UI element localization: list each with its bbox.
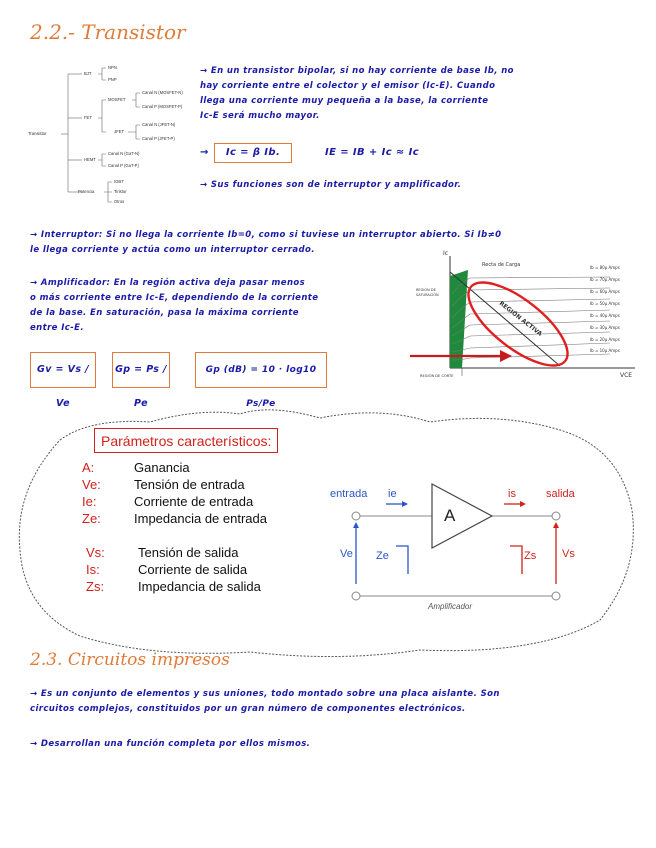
tree-hemt-p: Canal P (GaT-P)	[108, 163, 139, 168]
param-row-ze	[82, 510, 267, 527]
amplifier-a-label: A	[444, 506, 456, 525]
tree-otros: Otros	[114, 199, 125, 204]
formula-ie: IE = IB + Ic ≈ Ic	[325, 147, 420, 158]
note-amplificador	[30, 276, 390, 336]
tree-mos-n: Canal N (MOSFET-N)	[142, 90, 183, 95]
tree-bjt: BJT	[84, 71, 92, 76]
is-arrow-head	[520, 501, 526, 507]
red-arrow-head	[500, 350, 512, 362]
param-desc: Corriente de salida	[138, 562, 248, 577]
ie-arrow-head	[402, 501, 408, 507]
params-list-1	[82, 459, 267, 527]
active-region-ellipse	[456, 268, 580, 380]
tree-mosfet: MOSFET	[108, 97, 126, 102]
vs-arrow-head	[553, 522, 559, 528]
note-circuits-l1: → Es un conjunto de elementos y sus uniones, todo montado sobre una placa aislante. Son	[30, 689, 500, 699]
ve-label: Ve	[340, 548, 353, 560]
param-row-ve	[82, 476, 267, 493]
note-circuits-l2: circuitos complejos, constituidos por un gran número de componentes electrónicos.	[30, 704, 466, 714]
params-list-2	[86, 544, 261, 595]
curve-label-50: Ib = 50μ Amps	[590, 301, 620, 306]
param-desc: Tensión de entrada	[134, 477, 245, 492]
note-bipolar-l2: hay corriente entre el colector y el emisor (Ic-E). Cuando	[200, 81, 496, 91]
param-desc: Tensión de salida	[138, 545, 239, 560]
curve-label-10: Ib = 10μ Amps	[590, 348, 620, 353]
formula-ic-box: Ic = β Ib.	[214, 143, 292, 163]
tree-tiristor: Tiristor	[114, 189, 127, 194]
section-title-2-3: 2.3. Circuitos impresos	[30, 650, 230, 670]
note-amp-l3: de la base. En saturación, pasa la máxima corriente	[30, 308, 299, 318]
ib-curves	[452, 277, 610, 360]
note-interruptor-l1: → Interruptor: Si no llega la corriente Ib=0, como si tuviese un interruptor abierto. Si Ib≠0	[30, 230, 502, 240]
saturation-label: REGIÓN DE SATURACIÓN	[416, 288, 439, 297]
note-function: → Desarrollan una función completa por ellos mismos.	[30, 739, 311, 749]
param-sym: Zs:	[86, 579, 105, 594]
param-row-ie	[82, 493, 267, 510]
zs-bracket	[510, 546, 522, 574]
param-desc: Impedancia de salida	[138, 579, 261, 594]
curve-label-80: Ib = 80μ Amps	[590, 265, 620, 270]
tree-mos-p: Canal P (MOSFET-P)	[142, 104, 183, 109]
graph-y-label: Ic	[443, 250, 449, 257]
ze-label: Ze	[376, 550, 389, 562]
cut-region-label: REGIÓN DE CORTE	[420, 374, 454, 378]
param-row-a	[82, 459, 267, 476]
transistor-tree	[28, 62, 188, 204]
tree-jfet: JFET	[114, 129, 125, 134]
note-bipolar-l3: llega una corriente muy pequeña a la base, la corriente	[200, 96, 489, 106]
ze-bracket	[396, 546, 408, 574]
note-bipolar-l1: → En un transistor bipolar, si no hay corriente de base Ib, no	[200, 66, 514, 76]
params-title: Parámetros característicos:	[101, 433, 272, 449]
curve-label-30: Ib = 30μ Amps	[590, 325, 620, 330]
curve-label-70: Ib = 70μ Amps	[590, 277, 620, 282]
tree-pnp: PNP	[108, 77, 117, 82]
param-sym: Ze:	[82, 511, 101, 526]
is-label: is	[508, 488, 516, 500]
tree-hemt-n: Canal N (GaT-N)	[108, 151, 140, 156]
tree-lines	[28, 62, 188, 204]
section-title-2-2: 2.2.- Transistor	[30, 20, 186, 44]
load-line-label: Recta de Carga	[482, 262, 521, 268]
param-desc: Ganancia	[134, 460, 190, 475]
active-region-label: REGIÓN ACTIVA	[497, 300, 544, 338]
tree-root: Transistor	[28, 131, 47, 136]
note-amp-l4: entre Ic-E.	[30, 323, 84, 333]
output-terminal-top	[552, 512, 560, 520]
graph-x-label: VCE	[620, 372, 633, 379]
ve-arrow-head	[353, 522, 359, 528]
tree-igbt: IGBT	[114, 179, 124, 184]
param-sym: A:	[82, 460, 95, 475]
param-row-is	[86, 561, 261, 578]
gain-power-box: Gp = Ps / Pe	[112, 352, 170, 388]
param-row-zs	[86, 578, 261, 595]
param-sym: Is:	[86, 562, 100, 577]
gain-db-box: Gp (dB) = 10 · log10 Ps/Pe	[195, 352, 327, 388]
note-amp-l2: o más corriente entre Ic-E, dependiendo de la corriente	[30, 293, 319, 303]
param-sym: Vs:	[86, 545, 105, 560]
note-interruptor-l2: le llega corriente y actúa como un interruptor cerrado.	[30, 245, 315, 255]
param-desc: Corriente de entrada	[134, 494, 254, 509]
characteristic-graph	[410, 248, 640, 388]
note-functions: → Sus funciones son de interruptor y amplificador.	[200, 180, 462, 190]
tree-potencia: Potencia	[78, 189, 95, 194]
arrow-bullet: →	[200, 147, 209, 158]
tree-jfet-n: Canal N (JFET-N)	[142, 122, 176, 127]
param-desc: Impedancia de entrada	[134, 511, 267, 526]
note-bipolar	[200, 64, 620, 124]
tree-npn: NPN	[108, 65, 117, 70]
params-title-box	[94, 428, 278, 453]
param-sym: Ie:	[82, 494, 97, 509]
curve-label-40: Ib = 40μ Amps	[590, 313, 620, 318]
note-bipolar-l4: Ic-E será mucho mayor.	[200, 111, 320, 121]
ie-label: ie	[388, 488, 397, 500]
load-line	[450, 272, 560, 366]
amplifier-caption: Amplificador	[428, 602, 473, 611]
note-amp-l1: → Amplificador: En la región activa deja pasar menos	[30, 278, 306, 288]
vs-label: Vs	[562, 548, 575, 560]
input-terminal-bottom	[352, 592, 360, 600]
curve-label-60: Ib = 60μ Amps	[590, 289, 620, 294]
param-sym: Ve:	[82, 477, 101, 492]
entrada-label: entrada	[330, 488, 368, 500]
note-circuits	[30, 687, 640, 717]
output-terminal-bottom	[552, 592, 560, 600]
tree-jfet-p: Canal P (JFET-P)	[142, 136, 175, 141]
salida-label: salida	[546, 488, 575, 500]
tree-fet: FET	[84, 115, 92, 120]
param-row-vs	[86, 544, 261, 561]
zs-label: Zs	[524, 550, 537, 562]
amplifier-triangle	[432, 484, 492, 548]
tree-hemt: HEMT	[84, 157, 96, 162]
amplifier-diagram	[326, 480, 596, 620]
amplifier-svg	[326, 480, 596, 620]
gain-voltage-box: Gv = Vs / Ve	[30, 352, 96, 388]
input-terminal-top	[352, 512, 360, 520]
curve-label-20: Ib = 20μ Amps	[590, 337, 620, 342]
